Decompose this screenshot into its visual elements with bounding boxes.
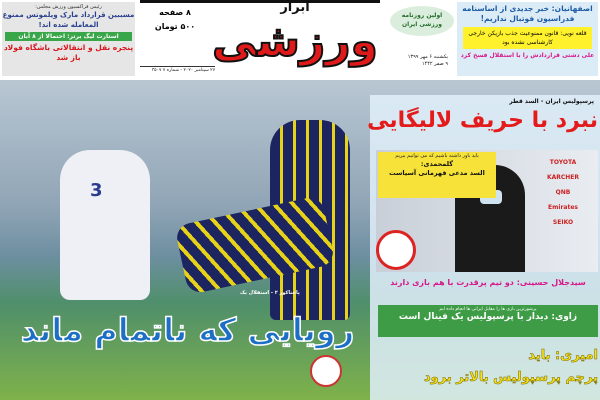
logo-main: ورزشی: [212, 16, 378, 67]
hosseini-headline: سیدجلال حسینی: دو تیم پرقدرت با هم بازی دارند: [390, 278, 586, 287]
sponsor: QNB: [555, 189, 571, 196]
amiri-line: امیری: باید: [528, 348, 598, 363]
amiri-headline: [378, 345, 598, 389]
ball: [310, 355, 342, 387]
persian-date: [378, 54, 448, 68]
ghalenoei-box: قلعه نویی: قانون ممنوعیت جذب بازیکن خارجی کارشناسی نشده بود: [463, 27, 592, 49]
newspaper-logo: [212, 0, 378, 70]
sponsor: KARCHER: [546, 174, 580, 181]
right-news-box: [457, 2, 598, 76]
ball-inset: [376, 230, 416, 270]
amiri-line: پرچم پرسپولیس بالاتر برود: [423, 370, 598, 385]
sponsor: SEIKO: [552, 219, 574, 226]
price: ۵۰۰ تومان: [154, 22, 196, 31]
left-news-box: [2, 2, 135, 76]
sponsor-board: [530, 155, 596, 230]
sponsor: Emirates: [548, 204, 578, 211]
main-headline: نبرد با حریف لالیگایی: [367, 108, 598, 133]
tagline: اولین روزنامه: [401, 12, 443, 19]
price-info: [140, 2, 210, 62]
logo-top: ابرار: [280, 0, 310, 15]
date-line: ۹ صفر ۱۴۴۲: [421, 61, 448, 67]
xavi-box: [378, 305, 598, 337]
sponsor: TOYOTA: [549, 159, 577, 166]
xavi-kicker: پرشورترین بازی ها را مقابل ایرانی ها انجام داده ایم: [439, 307, 537, 312]
page-count: ۸ صفحه: [159, 8, 191, 17]
tagline: ورزشی ایران: [402, 21, 442, 28]
jersey-number: 3: [90, 180, 103, 201]
left-kicker: رئیس فراکسیون ورزش مجلس:: [35, 4, 102, 10]
dashti-headline: علی دشتی قراردادش را با استقلال فسخ کرد: [460, 52, 595, 59]
big-headline: رویایی که ناتمام ماند: [20, 311, 355, 349]
isfahanian-headline: اصفهانیان: خبر جدیدی از اساسنامه فدراسیون فوتبال نداریم!: [462, 4, 593, 23]
xavi-headline: زاوی: دیدار با پرسپولیس یک فینال است: [398, 312, 578, 322]
foolad-headline: پنجره نقل و انتقالاتی باشگاه فولاد باز شد: [3, 43, 134, 62]
quote-box: [378, 152, 496, 198]
photo-caption: پاختاکور ۲ - استقلال یک: [240, 290, 300, 296]
quote-line: السد مدعی قهرمانی آسیاست: [389, 169, 485, 177]
left-headline: مسببین قرارداد مارک ویلموتس ممنوع المعامله شده اند!: [2, 11, 135, 29]
date-line: یکشنبه ۶ مهر ۱۳۹۹: [407, 54, 448, 60]
gregorian-date: ۲۷ سپتامبر ۲۰۲۰ - شماره ۷ ۳۵۰۷: [140, 66, 215, 73]
quote: باید باور داشته باشیم که می توانیم ببریم: [395, 153, 479, 159]
league-start-bar: استارت لیگ برتر: احتمالا از ۸ آبان: [5, 32, 132, 41]
quote-name: گلمحمدی:: [420, 160, 454, 168]
match-kicker: پرسپولیس ایران - السد قطر: [509, 98, 594, 105]
player-white: [60, 150, 150, 300]
tagline-badge: [390, 6, 454, 36]
